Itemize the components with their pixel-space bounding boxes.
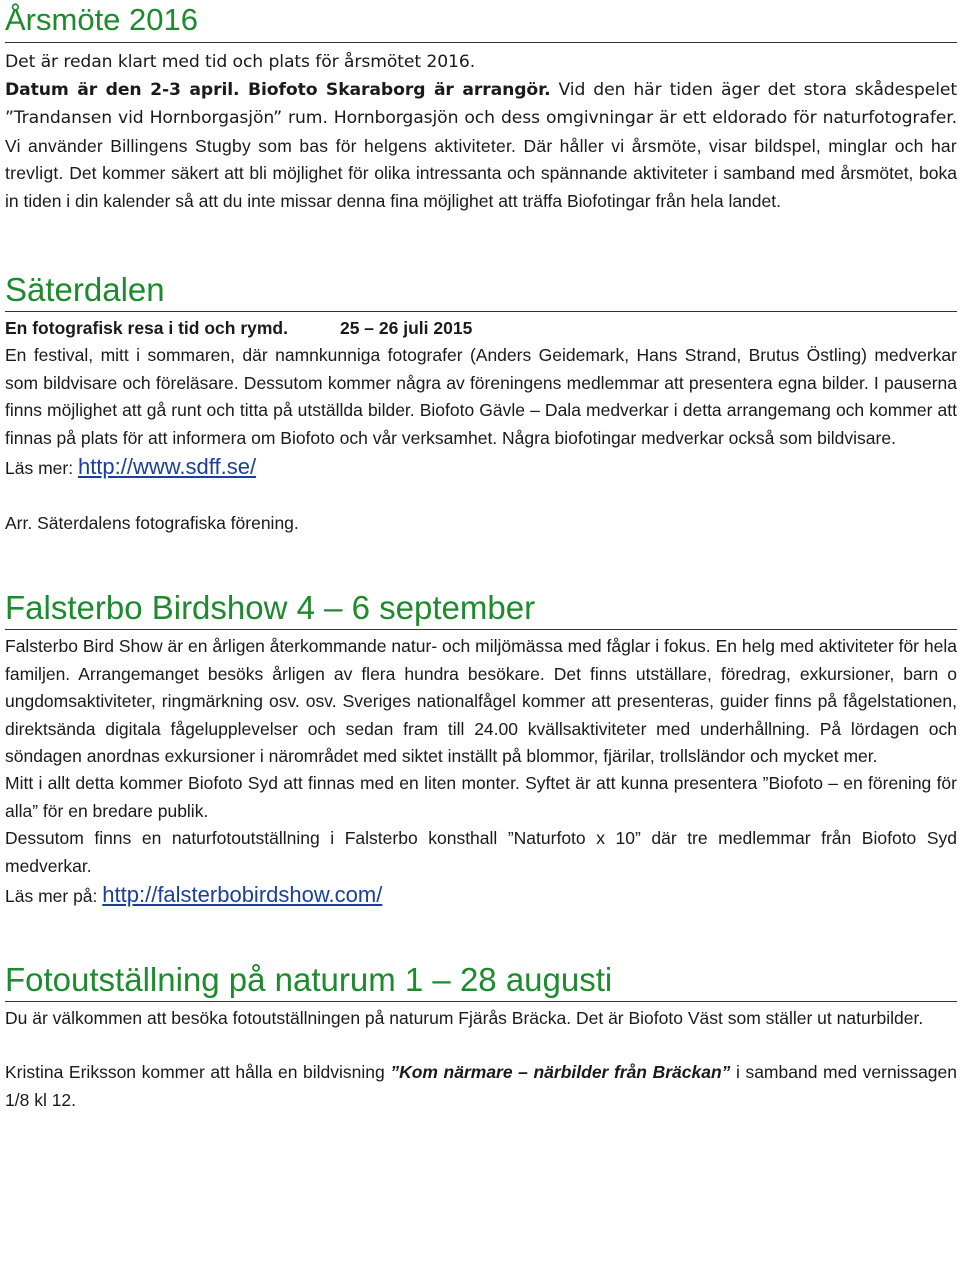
falsterbo-p2: Mitt i allt detta kommer Biofoto Syd att finnas med en liten monter. Syftet är att kunna presentera ”Biofoto – en förening för alla” för en bredare publik.	[5, 773, 957, 821]
falsterbo-read-more-label: Läs mer på:	[5, 886, 103, 907]
fotoutstallning-p2-start: Kristina Eriksson kommer att hålla en bildvisning	[5, 1062, 391, 1083]
arsmote-body-1: Vid den här tiden äger det stora skådespelet ”Trandansen vid Hornborgasjön” rum. Hornborgasjön och dess omgivningar är ett eldorado för naturfotografer.	[5, 80, 957, 129]
arsmote-body-2: Vi använder Billingens Stugby som bas för helgens aktiviteter. Där håller vi årsmöte, visar bildspel, minglar och har trevligt.	[5, 135, 957, 184]
heading-fotoutstallning: Fotoutställning på naturum 1 – 28 augusti	[5, 961, 957, 1002]
fotoutstallning-p2-end: i samband med vernissagen 1/8 kl 12.	[5, 1062, 957, 1110]
heading-falsterbo: Falsterbo Birdshow 4 – 6 september	[5, 589, 957, 630]
arsmote-body	[5, 76, 957, 215]
saterdalen-subtitle: En fotografisk resa i tid och rymd.	[5, 318, 288, 339]
fotoutstallning-show-title: ”Kom närmare – närbilder från Bräckan”	[390, 1062, 731, 1083]
arsmote-date-bold: Datum är den 2-3 april. Biofoto Skaraborg är arrangör.	[5, 80, 551, 101]
fotoutstallning-p2	[5, 1059, 957, 1114]
heading-arsmote: Årsmöte 2016	[5, 0, 957, 43]
falsterbo-p3: Dessutom finns en naturfotoutställning i Falsterbo konsthall ”Naturfoto x 10” där tre medlemmar från Biofoto Syd medverkar.	[5, 828, 957, 876]
falsterbo-p1: Falsterbo Bird Show är en årligen återkommande natur- och miljömässa med fåglar i fokus. En helg med aktiviteter för hela familjen. Arrangemanget besöks årligen av flera hundra besökare. Det finns utställare, föredrag, exkursioner, barn o ungdomsaktiviteter, ringmärkning osv. osv. Sveriges nationalfågel kommer att presenteras, guider finns på fågelstationen, direktsända digitala fågelupplevelser och sedan fram till 24.00 kvällsaktiviteter med underhållning. På lördagen och söndagen anordnas exkursioner i närområdet med siktet inställt på blommor, fjärilar, trollsländor och mycket mer.	[5, 636, 957, 767]
saterdalen-link[interactable]: http://www.sdff.se/	[77, 454, 257, 480]
falsterbo-link[interactable]: http://falsterbobirdshow.com/	[102, 882, 383, 908]
saterdalen-organizer: Arr. Säterdalens fotografiska förening.	[5, 513, 299, 534]
saterdalen-read-more	[5, 452, 957, 483]
saterdalen-body: En festival, mitt i sommaren, där namnkunniga fotografer (Anders Geidemark, Hans Strand, Brutus Östling) medverkar som bildvisare och föreläsare. Dessutom kommer några av föreningens medlemmar att presentera egna bilder. I pauserna finns möjlighet att gå runt och titta på utställda bilder. Biofoto Gävle – Dala medverkar i detta arrangemang och kommer att finnas på plats för att informera om Biofoto och vår verksamhet. Några biofotingar medverkar också som bildvisare.	[5, 345, 957, 448]
saterdalen-read-more-label: Läs mer:	[5, 458, 78, 479]
falsterbo-read-more	[5, 880, 957, 911]
saterdalen-subtitle-line	[5, 315, 957, 342]
saterdalen-dates: 25 – 26 juli 2015	[339, 318, 473, 339]
arsmote-body-3: Det kommer säkert att bli möjlighet för olika intressanta och spännande aktiviteter i samband med årsmötet, boka in tiden i din kalender så att du inte missar denna fina möjlighet att träffa Biofotingar från hela landet.	[5, 163, 957, 211]
document-page	[5, 0, 957, 1114]
heading-saterdalen: Säterdalen	[5, 271, 957, 312]
arsmote-intro: Det är redan klart med tid och plats för årsmötet 2016.	[5, 51, 476, 72]
fotoutstallning-p1: Du är välkommen att besöka fotoutställningen på naturum Fjärås Bräcka. Det är Biofoto Väst som ställer ut naturbilder.	[5, 1007, 924, 1028]
